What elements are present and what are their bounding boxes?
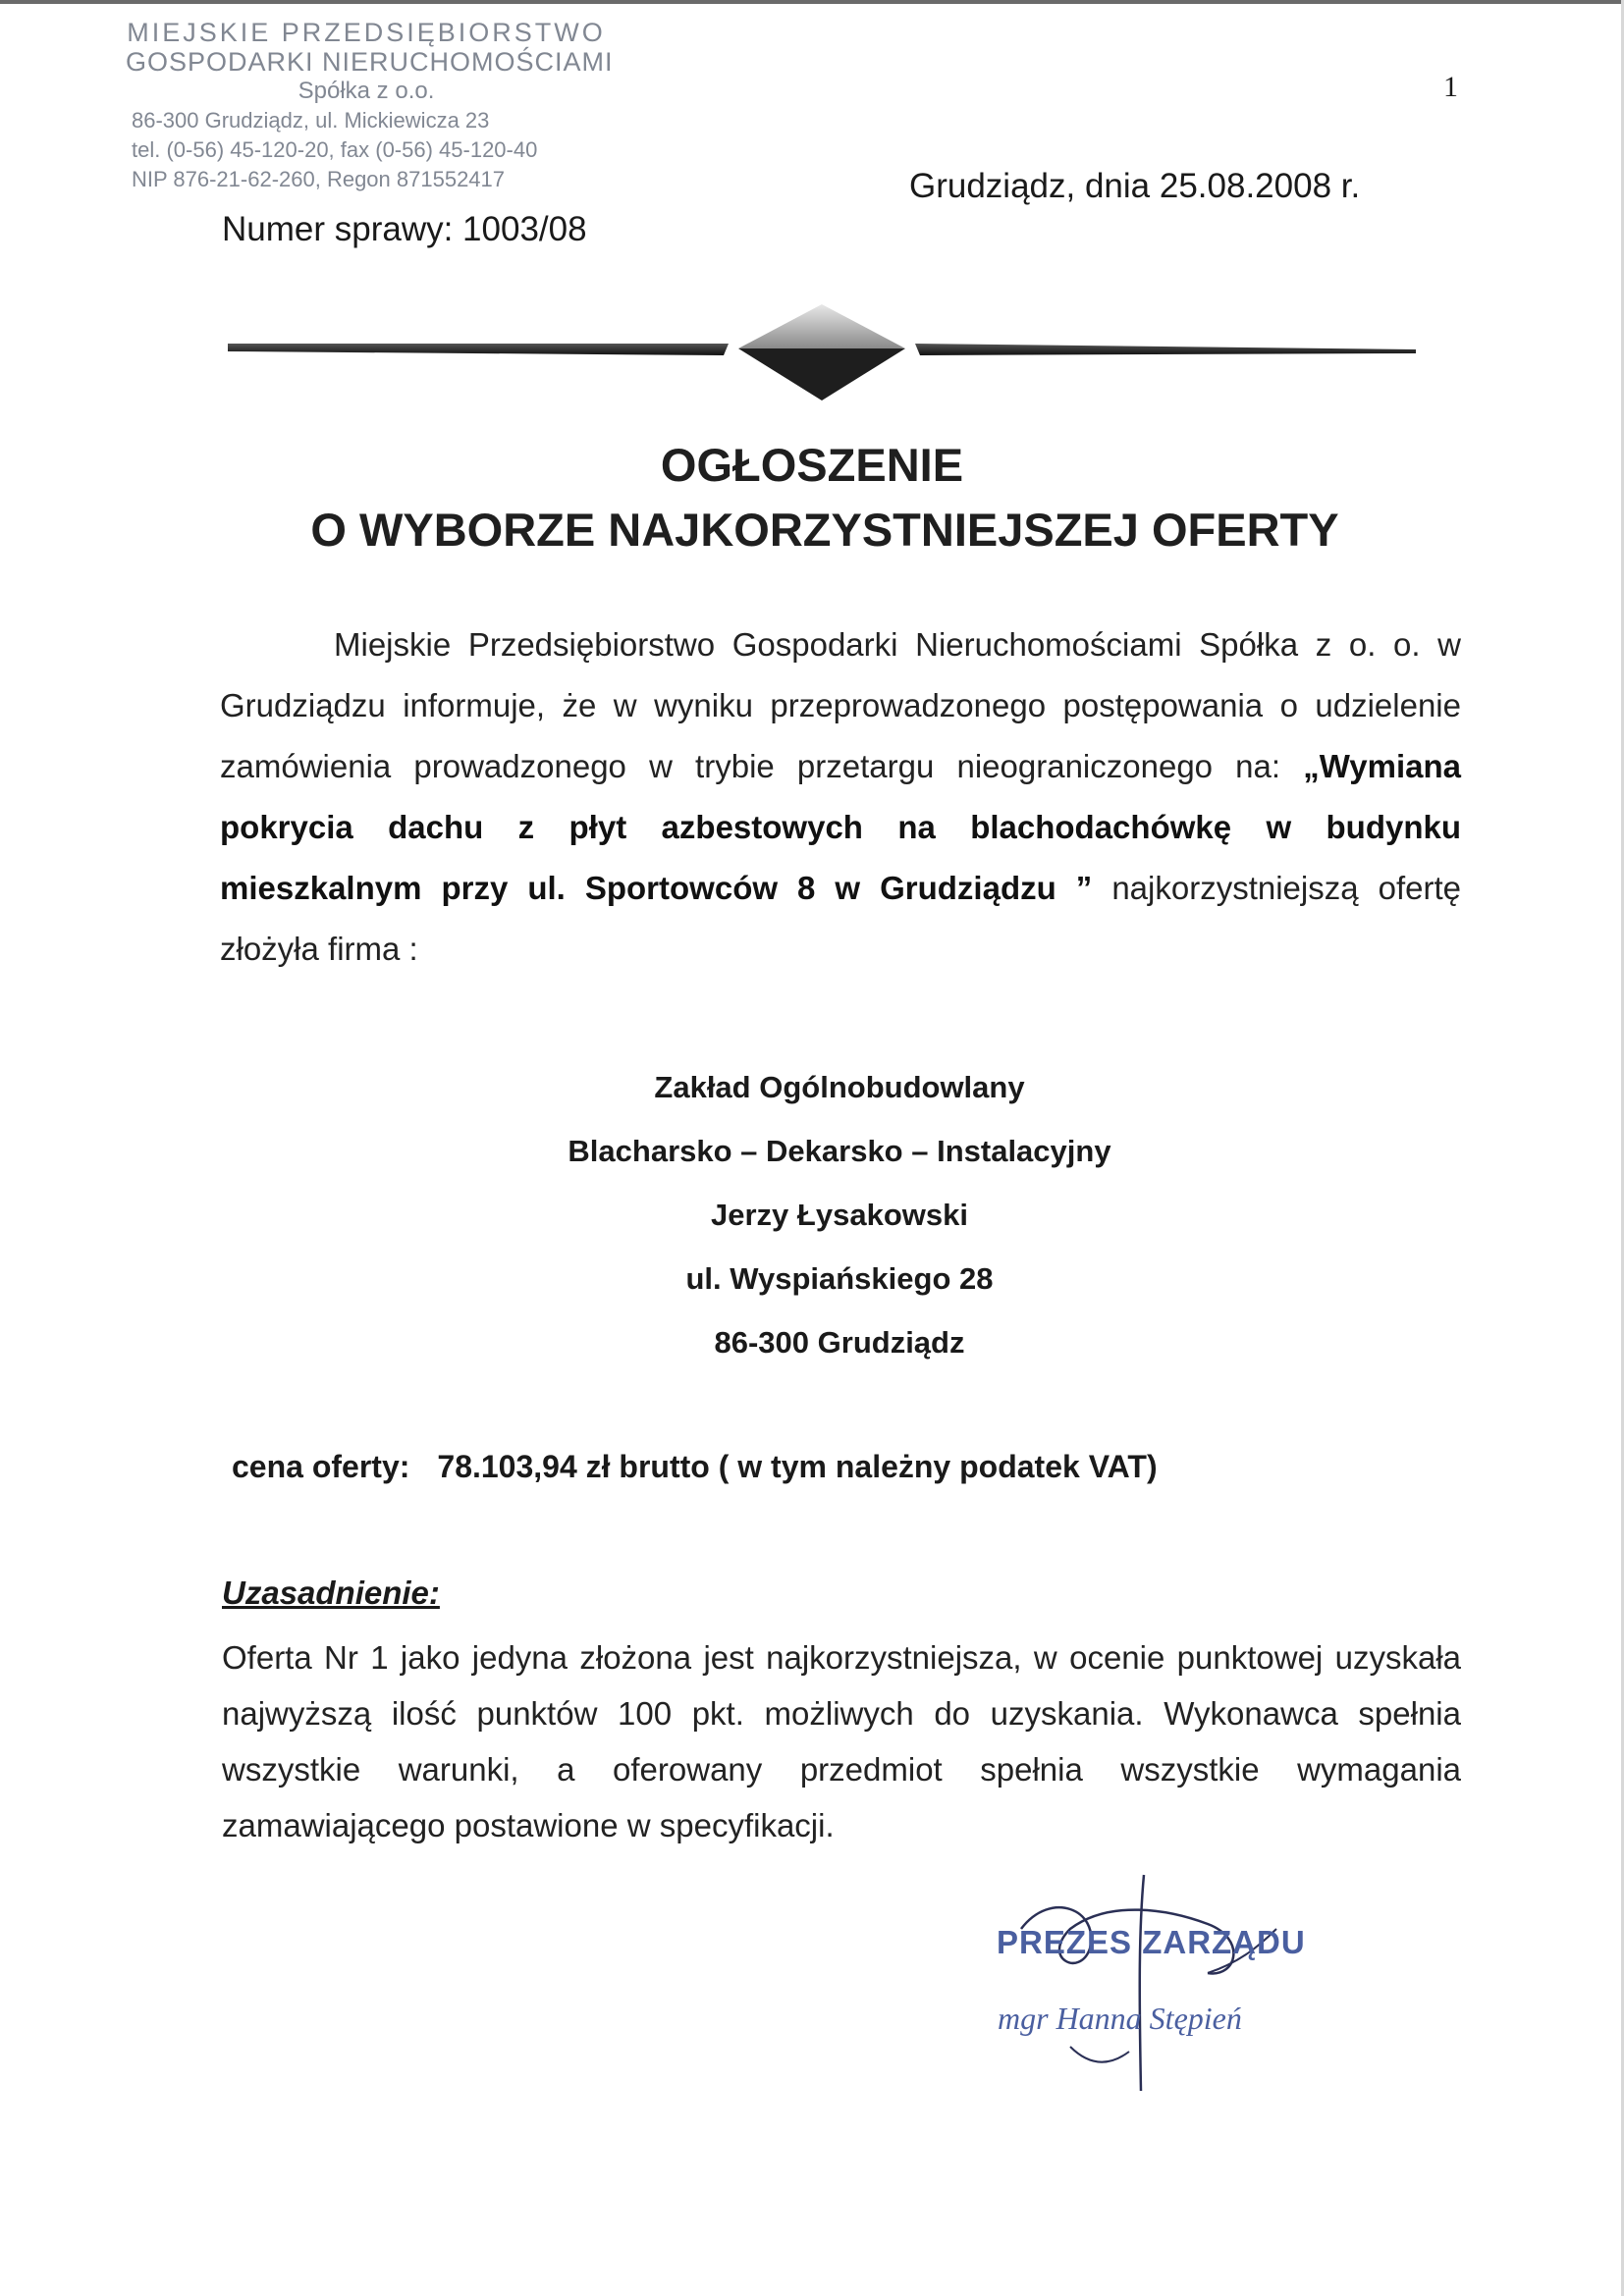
intro-text-part1: Miejskie Przedsiębiorstwo Gospodarki Nieruchomościami Spółka z o. o. w Grudziądzu informuje, że w wyniku przeprowadzonego postępowania o udzielenie zamówienia prowadzonego w trybie przetargu nieograniczonego na: — [220, 626, 1461, 784]
contractor-line-5: 86-300 Grudziądz — [714, 1325, 965, 1360]
offer-price — [232, 1449, 1185, 1485]
price-value: 78.103,94 zł brutto ( w tym należny podatek VAT) — [437, 1449, 1158, 1484]
case-number: Numer sprawy: 1003/08 — [222, 210, 587, 248]
diamond-divider — [228, 294, 1416, 402]
title-line-1: OGŁOSZENIE — [660, 439, 964, 491]
place-date: Grudziądz, dnia 25.08.2008 r. — [909, 167, 1361, 205]
title-line-2: O WYBORZE NAJKORZYSTNIEJSZEJ OFERTY — [310, 504, 1339, 556]
scan-top-edge — [0, 0, 1624, 4]
intro-paragraph — [220, 614, 1461, 980]
company-stamp — [126, 18, 614, 194]
contract-subject: „Wymiana pokrycia dachu z płyt azbestowych na blachodachówkę w budynku mieszkalnym przy ul. Sportowców 8 w Grudziądzu ” — [220, 748, 1461, 906]
stamp-line-4: 86-300 Grudziądz, ul. Mickiewicza 23 — [132, 108, 490, 133]
signature-title: PREZES ZARZĄDU — [997, 1924, 1306, 1960]
divider-left-line — [228, 344, 729, 355]
signature-name: mgr Hanna Stępień — [998, 2001, 1242, 2036]
contractor-line-4: ul. Wyspiańskiego 28 — [685, 1261, 994, 1296]
diamond-top — [738, 304, 905, 348]
justification-heading: Uzasadnienie: — [222, 1575, 440, 1611]
diamond-bottom — [738, 348, 905, 400]
stamp-line-3: Spółka z o.o. — [298, 78, 435, 104]
stamp-line-5: tel. (0-56) 45-120-20, fax (0-56) 45-120-40 — [132, 137, 538, 162]
handwritten-signature — [982, 1870, 1335, 2096]
page-number: 1 — [1443, 71, 1458, 103]
stamp-line-1: MIEJSKIE PRZEDSIĘBIORSTWO — [127, 18, 606, 47]
contractor-line-2: Blacharsko – Dekarsko – Instalacyjny — [568, 1134, 1111, 1168]
divider-right-line — [915, 344, 1416, 355]
stamp-line-2: GOSPODARKI NIERUCHOMOŚCIAMI — [126, 47, 614, 77]
contractor-line-3: Jerzy Łysakowski — [711, 1198, 968, 1232]
contractor-line-1: Zakład Ogólnobudowlany — [654, 1070, 1025, 1104]
price-label: cena oferty: — [232, 1449, 410, 1484]
justification-text: Oferta Nr 1 jako jedyna złożona jest najkorzystniejsza, w ocenie punktowej uzyskała najwyższą ilość punktów 100 pkt. możliwych do uzyskania. Wykonawca spełnia wszystkie warunki, a oferowany przedmiot spełnia wszystkie wymagania zamawiającego postawione w specyfikacji. — [222, 1639, 1461, 1843]
intro-text-part2: najkorzystniejszą ofertę złożyła firma : — [220, 870, 1461, 967]
contractor-block — [0, 1055, 1624, 1374]
stamp-line-6: NIP 876-21-62-260, Regon 871552417 — [132, 167, 506, 191]
